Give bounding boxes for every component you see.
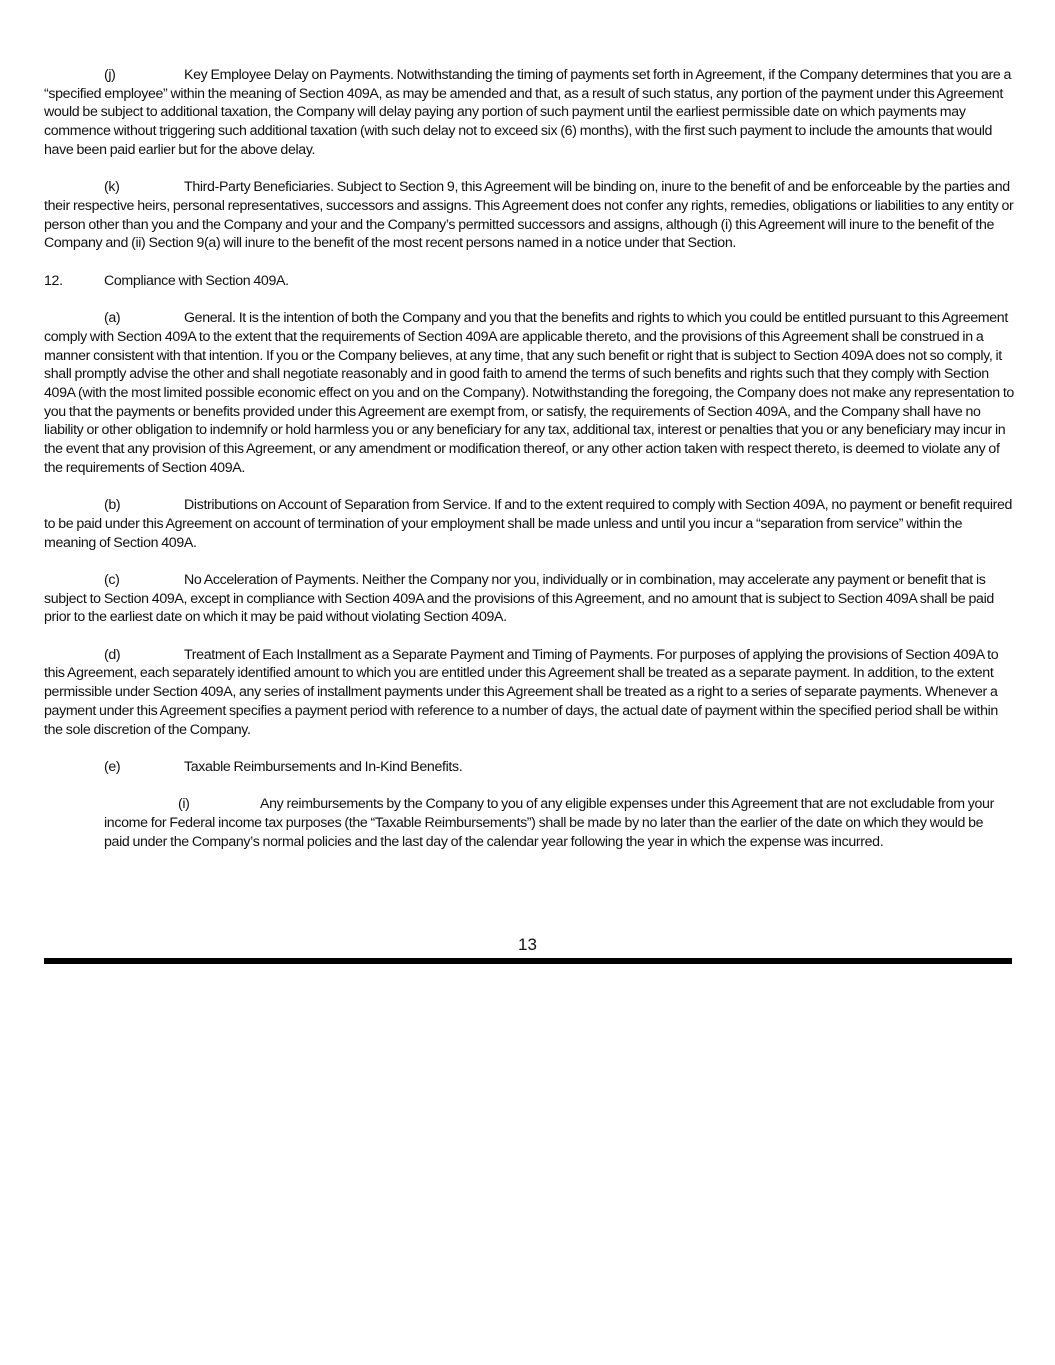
paragraph-label: (b): [104, 497, 121, 514]
page-number: 13: [518, 935, 537, 954]
paragraph-text: Treatment of Each Installment as a Separate Payment and Timing of Payments. For purposes of applying the provisions of Section 409A to this Agreement, each separately identified amount to which you are entitled under this Agreement shall be treated as a separate payment. In addition, to the extent permissible under Section 409A, any series of installment payments under this Agreement shall be treated as a right to a series of separate payments. Whenever a payment under this Agreement specifies a payment period with reference to a number of days, the actual date of payment within the specified period shall be within the sole discretion of the Company.: [44, 646, 999, 738]
paragraph-label: (a): [104, 310, 121, 327]
paragraph-12b: [44, 496, 1014, 552]
paragraph-12e-i: [104, 795, 1009, 851]
paragraph-text: Distributions on Account of Separation from Service. If and to the extent required to comply with Section 409A, no payment or benefit required to be paid under this Agreement on account of termination of your employment shall be made unless and until you incur a “separation from service” within the meaning of Section 409A.: [44, 497, 1013, 551]
section-heading-12: [44, 272, 1014, 291]
paragraph-label: (e): [104, 758, 121, 775]
paragraph-k: [44, 178, 1014, 253]
section-number: 12.: [44, 272, 63, 289]
section-title: Compliance with Section 409A.: [104, 272, 289, 289]
paragraph-text: No Acceleration of Payments. Neither the Company nor you, individually or in combination, may accelerate any payment or benefit that is subject to Section 409A, except in compliance with Section 409A and the provisions of this Agreement, and no amount that is subject to Section 409A shall be paid prior to the earliest date on which it may be paid without violating Section 409A.: [44, 571, 994, 626]
footer-rule-divider: [44, 958, 1012, 964]
paragraph-label: (i): [178, 796, 190, 813]
paragraph-j: [44, 66, 1014, 160]
paragraph-text: Key Employee Delay on Payments. Notwithstanding the timing of payments set forth in Agreement, if the Company determines that you are a “specified employee” within the meaning of Section 409A, as may be amended and that, as a result of such status, any portion of the payment under this Agreement would be subject to additional taxation, the Company will delay paying any portion of such payment until the earliest permissible date on which payments may commence without triggering such additional taxation (with such delay not to exceed six (6) months), with the first such payment to include the amounts that would have been paid earlier but for the above delay.: [44, 67, 1012, 158]
paragraph-12d: [44, 646, 1014, 740]
paragraph-label: (d): [104, 646, 121, 663]
paragraph-text: General. It is the intention of both the Company and you that the benefits and rights to which you could be entitled pursuant to this Agreement comply with Section 409A to the extent that the requirements of Section 409A are applicable thereto, and the provisions of this Agreement shall be construed in a manner consistent with that intention. If you or the Company believes, at any time, that any such benefit or right that is subject to Section 409A does not so comply, it shall promptly advise the other and shall negotiate reasonably and in good faith to amend the terms of such benefits and rights such that they comply with Section 409A (with the most limited possible economic effect on you and on the Company). Notwithstanding the foregoing, the Company does not make any representation to you that the payments or benefits provided under this Agreement are exempt from, or satisfy, the requirements of Section 409A, and the Company shall have no liability or other obligation to indemnify or hold harmless you or any beneficiary for any tax, additional tax, interest or penalties that you or any beneficiary may incur in the event that any provision of this Agreement, or any amendment or modification thereof, or any other action taken with respect thereto, is deemed to violate any of the requirements of Section 409A.: [44, 310, 1014, 476]
paragraph-text: Any reimbursements by the Company to you of any eligible expenses under this Agreement that are not excludable from your income for Federal income tax purposes (the “Taxable Reimbursements”) shall be made by no later than the earlier of the date on which they would be paid under the Company’s normal policies and the last day of the calendar year following the year in which the expense was incurred.: [104, 796, 994, 850]
paragraph-12e: [44, 758, 1014, 777]
paragraph-label: (c): [104, 571, 120, 588]
paragraph-12a: [44, 309, 1014, 477]
paragraph-text: Taxable Reimbursements and In-Kind Benefits.: [184, 758, 463, 775]
paragraph-label: (j): [104, 67, 116, 83]
paragraph-label: (k): [104, 179, 120, 196]
paragraph-12c: [44, 571, 1014, 627]
document-page: [44, 66, 1014, 870]
paragraph-text: Third-Party Beneficiaries. Subject to Section 9, this Agreement will be binding on, inure to the benefit of and be enforceable by the parties and their respective heirs, personal representatives, successors and assigns. This Agreement does not confer any rights, remedies, obligations or liabilities to any entity or person other than you and the Company and your and the Company’s permitted successors and assigns, although (i) this Agreement will inure to the benefit of the Company and (ii) Section 9(a) will inure to the benefit of the most recent persons named in a notice under that Section.: [44, 179, 1014, 252]
